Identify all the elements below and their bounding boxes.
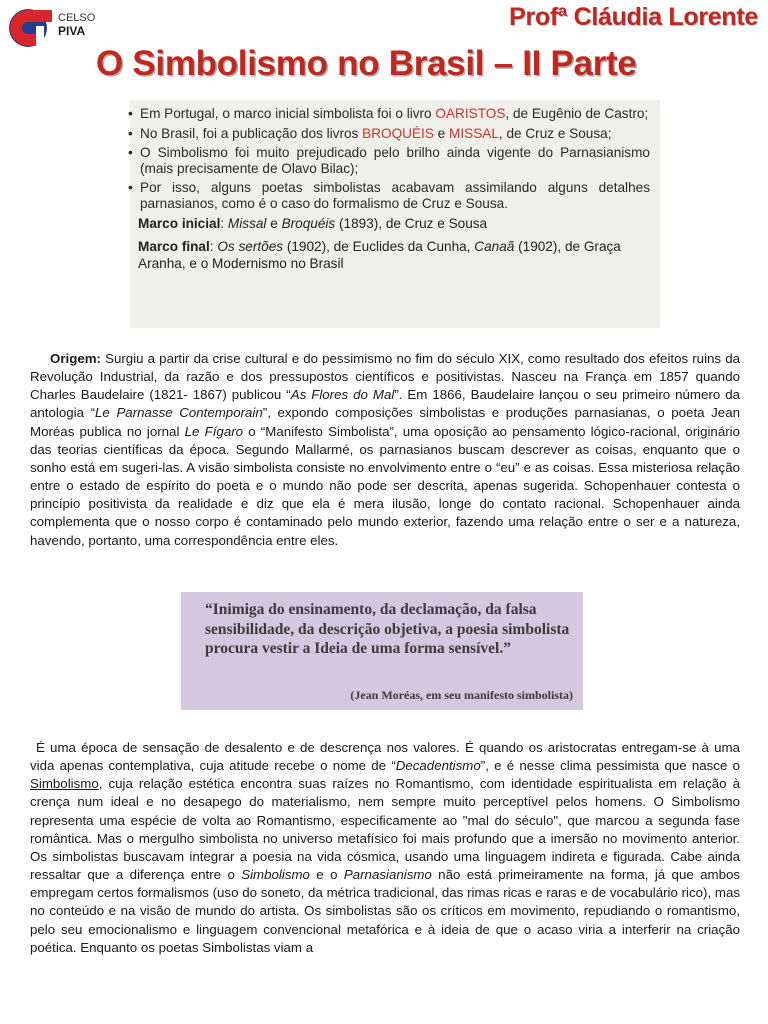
text-run: Simbolismo <box>241 867 310 883</box>
slide-bullets <box>130 100 660 211</box>
text-run: Decadentismo <box>395 758 481 774</box>
quote-source: (Jean Moréas, em seu manifesto simbolista) <box>350 688 573 702</box>
author-name: Profª Cláudia Lorente <box>509 3 758 31</box>
marco-inicial <box>130 215 660 232</box>
marco-text: : <box>220 216 228 231</box>
origem-paragraph <box>30 350 740 550</box>
slide-text: Em Portugal, o marco inicial simbolista foi o livro <box>140 106 436 121</box>
quote-text: “Inimiga do ensinamento, da declamação, da falsa sensibilidade, da descrição objetiva, a poesia simbolista procura vestir a Ideia de uma forma sensível.” <box>205 601 570 657</box>
celso-piva-logo-icon <box>6 4 56 50</box>
text-run: Le Fígaro <box>184 423 244 439</box>
text-run: Parnasianismo <box>343 867 432 883</box>
summary-slide <box>130 100 660 328</box>
marco-label: Marco inicial <box>138 216 221 231</box>
marco-text: (1902), de Euclides da Cunha, <box>283 239 475 254</box>
marco-text: Missal <box>227 216 267 231</box>
bullet-icon: • <box>128 145 133 160</box>
slide-text: No Brasil, foi a publicação dos livros <box>140 125 363 141</box>
marco-text: Broquéis <box>281 216 336 231</box>
slide-highlight: BROQUÉIS <box>362 125 434 141</box>
bullet-icon: • <box>128 180 133 195</box>
text-run: e o <box>309 867 344 883</box>
text-run: ”. Em 1866, Baudelaire lançou o seu primeiro número da antologia “ <box>30 387 740 421</box>
bullet-icon: • <box>128 106 133 121</box>
text-run: Simbolismo <box>30 776 99 792</box>
text-run: ”, e é nesse clima pessimista que nasce o <box>480 758 740 774</box>
logo-text <box>58 12 95 38</box>
text-run: , cuja relação estética encontra suas raízes no Romantismo, com identidade espiritualista em relação à crença num ideal e no desapego do materialismo, nem sempre muito perceptível pelos homens. O Simbolismo representa uma espécie de volta ao Romantismo, especificamente ao "mal do século", que marcou a segunda fase romântica. Mas o mergulho simbolista no universo metafísico foi mais profundo que a imersão no movimento anterior. Os simbolistas buscavam integrar a poesia na vida cósmica, usando uma linguagem indireta e figurada. Cabe ainda ressaltar que a diferença entre o <box>30 776 740 883</box>
slide-highlight: OARISTOS <box>435 106 506 121</box>
text-run: Le Parnasse Contemporain <box>95 405 263 421</box>
logo-line-2: PIVA <box>58 24 86 38</box>
bullet-icon: • <box>128 125 133 141</box>
text-run: o “Manifesto Simbolista”, uma oposição ao pensamento lógico-racional, originário das teorias científicas da época. Segundo Mallarmé, os parnasianos buscam descrever as coisas, enquanto que o sonho está em sugeri-las. A visão simbolista consiste no envolvimento entre o “eu” e as coisas. Essa misteriosa relação entre o estado de espírito do poeta e o mundo não pode ser descrita, apenas sugerida. Schopenhauer contesta o princípio positivista da realidade e diz que ela é mera ilusão, longe do contato racional. Schopenhauer ainda complementa que o nosso corpo é contaminado pelo mundo exterior, fazendo uma relação entre o ser e a natureza, havendo, portanto, uma correspondência entre eles. <box>30 423 740 548</box>
text-run: ”, expondo composições simbolistas e produções parnasianas, o poeta Jean Moréas publica no jornal <box>30 405 740 439</box>
slide-bullet <box>130 106 650 122</box>
marco-text: e <box>266 216 282 231</box>
marco-text: (1902), de Graça Aranha, e o Modernismo no Brasil <box>138 239 621 271</box>
slide-highlight: MISSAL <box>449 125 499 141</box>
slide-text: e <box>433 125 450 141</box>
marco-label: Marco final <box>138 239 210 254</box>
slide-bullet <box>130 126 650 142</box>
marco-final <box>130 238 660 272</box>
marco-text: Os sertões <box>217 239 284 254</box>
slide-text: O Simbolismo foi muito prejudicado pelo brilho ainda vigente do Parnasianismo (mais precisamente de Olavo Bilac); <box>140 145 650 176</box>
text-run: não está primeiramente na forma, já que ambos empregam certos formalismos (uso do soneto, da métrica tradicional, das rimas ricas e raras e de vocabulário rico), mas no conteúdo e na visão de mundo do artista. Os simbolistas são os críticos em movimento, repudiando o romantismo, pelo seu emocionalismo e linguagem convencional metafórica e à ideia de que o acaso viria a interferir na criação poética. Enquanto os poetas Simbolistas viam a <box>30 867 741 955</box>
text-run: Origem: <box>50 351 101 366</box>
quote-box <box>181 592 583 710</box>
text-run: É uma época de sensação de desalento e de descrença nos valores. É quando os aristocratas entregam-se à uma vida apenas contemplativa, cuja atitude recebe o nome de “ <box>30 740 740 774</box>
page-title: O Simbolismo no Brasil – II Parte <box>96 44 637 83</box>
slide-bullet <box>130 180 650 211</box>
marco-text: (1893), de Cruz e Sousa <box>335 216 488 231</box>
slide-text: , de Cruz e Sousa; <box>498 125 612 141</box>
slide-bullet <box>130 145 650 176</box>
text-run: Surgiu a partir da crise cultural e do pessimismo no fim do século XIX, como resultado dos efeitos ruins da Revolução Industrial, da razão e dos pressupostos científicos e positivistas. Nasceu na França em 1857 quando Charles Baudelaire (1821- 1867) publicou “ <box>30 351 740 403</box>
slide-text: , de Eugênio de Castro; <box>505 106 649 121</box>
text-run: As Flores do Mal <box>290 387 395 403</box>
marco-text: Canaã <box>474 239 515 254</box>
epoca-paragraph <box>30 739 740 957</box>
slide-text: Por isso, alguns poetas simbolistas acabavam assimilando alguns detalhes parnasianos, como é o caso do formalismo de Cruz e Sousa. <box>140 180 650 211</box>
marco-text: : <box>209 239 218 254</box>
logo-line-1: CELSO <box>58 12 96 24</box>
